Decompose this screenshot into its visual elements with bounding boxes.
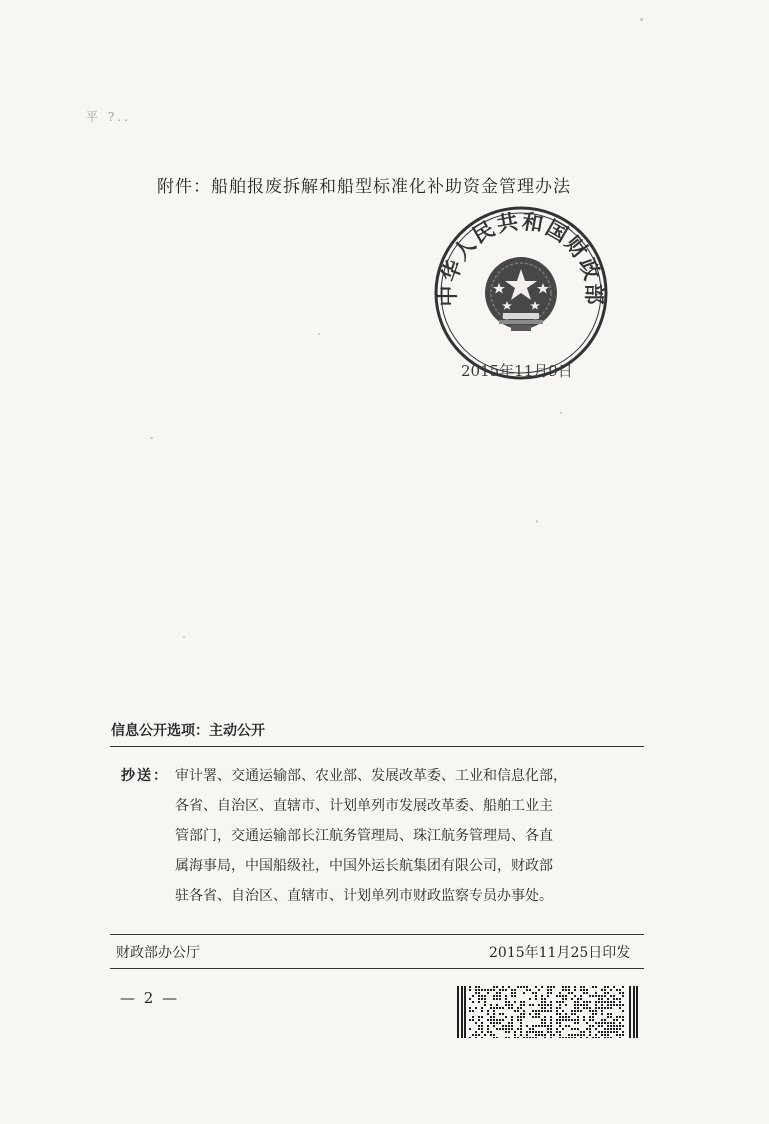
scan-speck xyxy=(640,18,643,21)
cc-line: 各省、自治区、直辖市、计划单列市发展改革委、船舶工业主 xyxy=(175,798,553,814)
cc-list xyxy=(175,761,647,911)
divider-bottom xyxy=(110,968,644,969)
scan-speck xyxy=(560,412,562,414)
barcode-icon xyxy=(457,986,639,1038)
page-number: — 2 — xyxy=(120,989,180,1007)
cc-line: 驻各省、自治区、直辖市、计划单列市财政监察专员办事处。 xyxy=(175,888,553,904)
scan-speck xyxy=(536,520,538,523)
state-emblem-seal-icon xyxy=(433,205,609,381)
signature-date: 2015年11月9日 xyxy=(461,362,573,380)
cc-label: 抄送： xyxy=(121,768,169,784)
cc-line: 管部门，交通运输部长江航务管理局、珠江航务管理局、各直 xyxy=(175,828,553,844)
divider-middle xyxy=(110,934,644,935)
emblem-icon xyxy=(485,257,557,331)
stray-mark: 平 ?.. xyxy=(86,110,131,124)
attachment-title: 附件：船舶报废拆解和船型标准化补助资金管理办法 xyxy=(157,177,571,197)
seal-text: 中华人民共和国财政部 xyxy=(435,209,607,307)
cc-block xyxy=(121,761,647,911)
cc-line: 审计署、交通运输部、农业部、发展改革委、工业和信息化部， xyxy=(175,768,567,784)
scan-speck xyxy=(183,636,185,638)
scan-speck xyxy=(150,437,153,439)
cc-line: 属海事局，中国船级社，中国外运长航集团有限公司，财政部 xyxy=(175,858,553,874)
scan-speck xyxy=(318,333,320,335)
issue-date: 2015年11月25日印发 xyxy=(489,945,631,961)
divider-top xyxy=(110,746,644,747)
issuer: 财政部办公厅 xyxy=(116,945,200,961)
disclosure-option: 信息公开选项：主动公开 xyxy=(111,723,265,739)
